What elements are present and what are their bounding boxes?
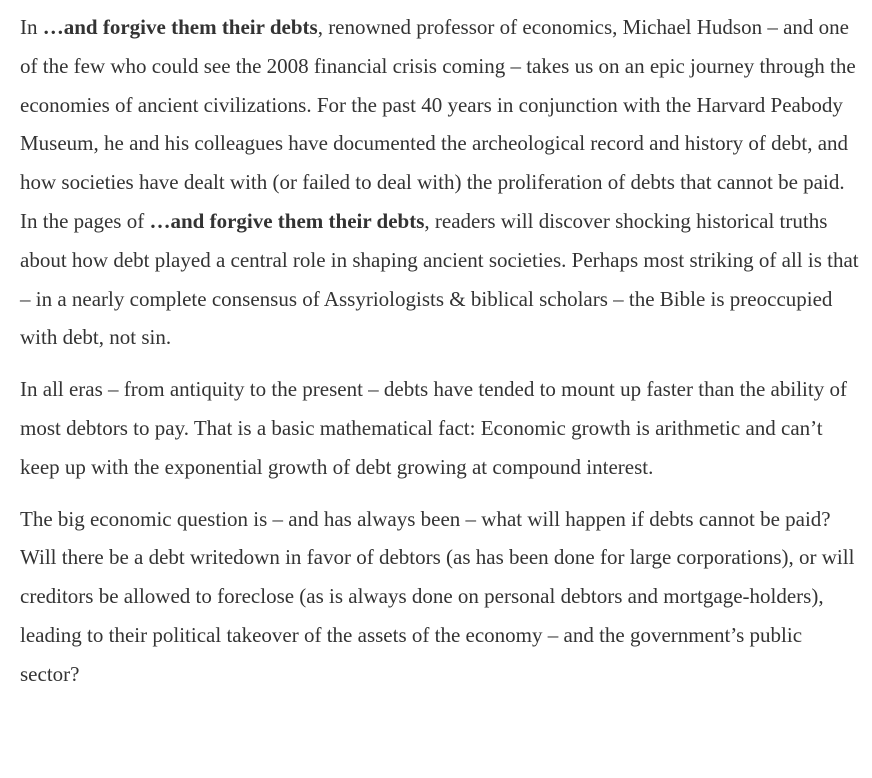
paragraph-intro-text-1: In xyxy=(20,15,43,39)
paragraph-debt-growth xyxy=(20,370,860,486)
article-body xyxy=(20,8,860,707)
paragraph-intro-text-3: , readers will discover shocking historical truths about how debt played a central role in shaping ancient societies. Perhaps most striking of all is that – in a nearly complete consensus of Assyriologists & biblical scholars – the Bible is preoccupied with debt, not sin. xyxy=(20,208,859,350)
book-title-emphasis: …and forgive them their debts xyxy=(42,15,318,39)
book-title-emphasis: …and forgive them their debts xyxy=(149,208,425,233)
paragraph-intro-text-2: , renowned professor of economics, Michael Hudson – and one of the few who could see the 2008 financial crisis coming – takes us on an epic journey through the economies of ancient civilizations. For the past 40 years in conjunction with the Harvard Peabody Museum, he and his colleagues have documented the archeological record and history of debt, and how societies have dealt with (or failed to deal with) the proliferation of debts that cannot be paid. In the pages of xyxy=(20,15,856,233)
paragraph-economic-question xyxy=(20,500,860,694)
paragraph-debt-growth-text: In all eras – from antiquity to the present – debts have tended to mount up faster than the ability of most debtors to pay. That is a basic mathematical fact: Economic growth is arithmetic and can’t keep up with the exponential growth of debt growing at compound interest. xyxy=(20,377,847,479)
paragraph-intro xyxy=(20,8,860,357)
paragraph-economic-question-text: The big economic question is – and has always been – what will happen if debts cannot be paid? Will there be a debt writedown in favor of debtors (as has been done for large corporations), or will creditors be allowed to foreclose (as is always done on personal debtors and mortgage-holders), leading to their political takeover of the assets of the economy – and the government’s public sector? xyxy=(20,506,855,686)
